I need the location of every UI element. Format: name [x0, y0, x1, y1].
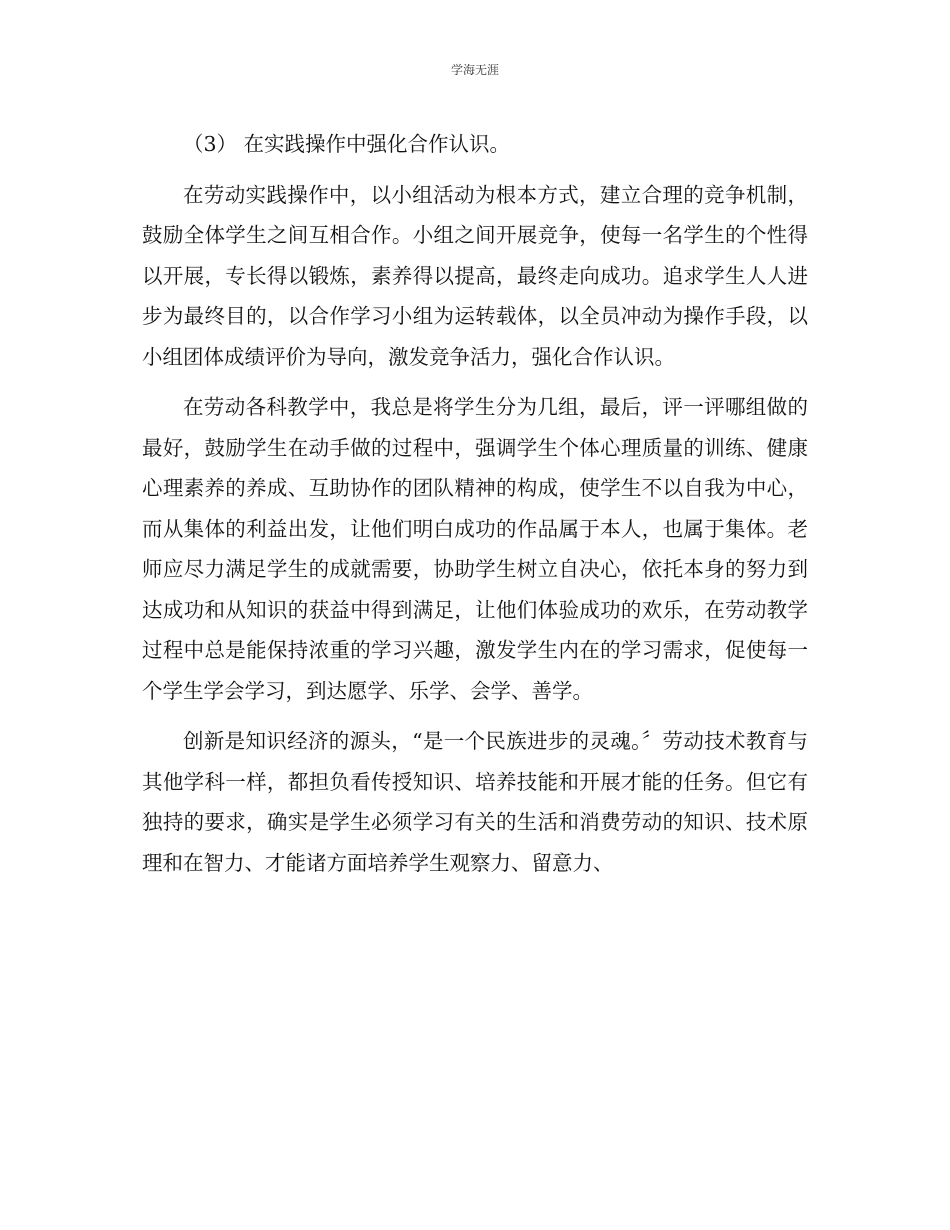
paragraph-2: 在劳动实践操作中，以小组活动为根本方式，建立合理的竞争机制，鼓励全体学生之间互相合作。小组之间开展竞争，使每一名学生的个性得以开展，专长得以锻炼，素养得以提高，最终走向成功。追求学生人人进步为最终目的，以合作学习小组为运转载体，以全员冲动为操作手段，以小组团体成绩评价为导向，激发竞争活力，强化合作认识。: [142, 182, 808, 369]
document-body: [142, 124, 808, 883]
page-header: 学海无涯: [450, 63, 499, 77]
paragraph-3: 在劳动各科教学中，我总是将学生分为几组，最后，评一评哪组做的最好，鼓励学生在动手做的过程中，强调学生个体心理质量的训练、健康心理素养的养成、互助协作的团队精神的构成，使学生不以自我为中心，而从集体的利益出发，让他们明白成功的作品属于本人，也属于集体。老师应尽力满足学生的成就需要，协助学生树立自决心，依托本身的努力到达成功和从知识的获益中得到满足，让他们体验成功的欢乐，在劳动教学过程中总是能保持浓重的学习兴趣，激发学生内在的学习需求，促使每一个学生学会学习，到达愿学、乐学、会学、善学。: [142, 395, 808, 703]
paragraph-1: （3） 在实践操作中强化合作认识。: [183, 132, 511, 156]
paragraph-4: 创新是知识经济的源头，“是一个民族进步的灵魂。〞劳动技术教育与其他学科一样，都担负看传授知识、培养技能和开展才能的任务。但它有独持的要求，确实是学生必须学习有关的生活和消费劳动的知识、技术原理和在智力、才能诸方面培养学生观察力、留意力、: [142, 729, 808, 875]
